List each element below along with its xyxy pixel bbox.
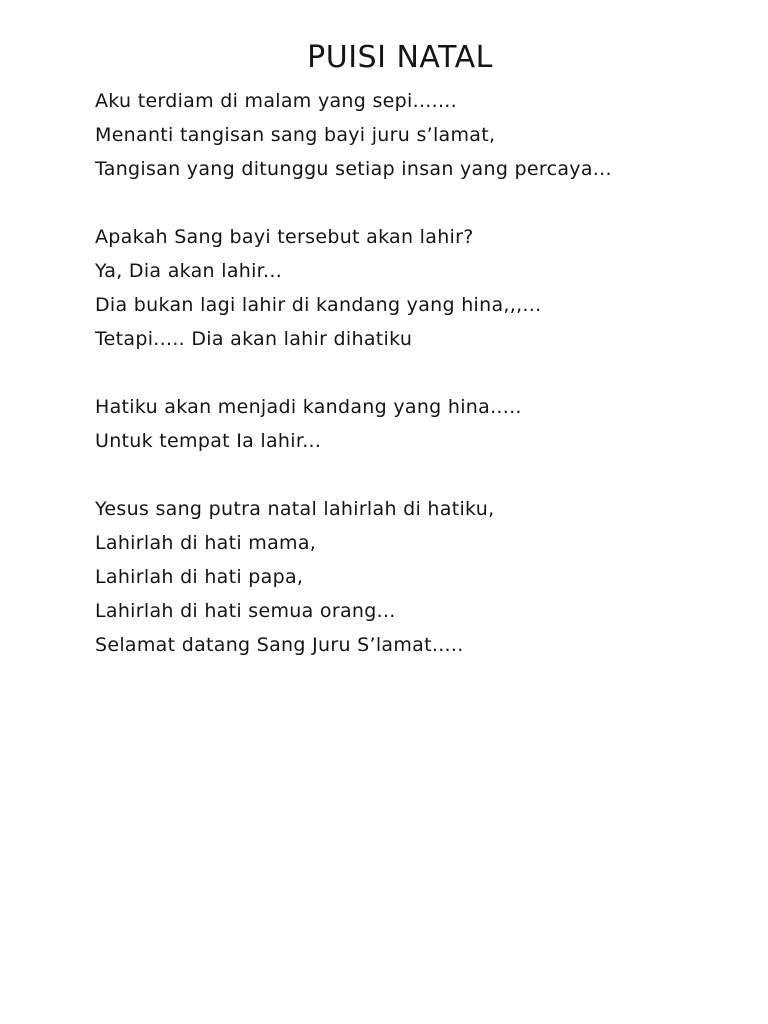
poem-line: Lahirlah di hati mama, [95, 532, 317, 554]
poem-line: Lahirlah di hati semua orang... [95, 600, 396, 622]
poem-line: Lahirlah di hati papa, [95, 566, 304, 588]
page-title: PUISI NATAL [307, 40, 493, 75]
poem-line: Yesus sang putra natal lahirlah di hatiku, [95, 498, 495, 520]
poem-line: Aku terdiam di malam yang sepi....... [95, 90, 457, 112]
stanza [95, 220, 705, 356]
poem-line: Ya, Dia akan lahir... [95, 260, 283, 282]
poem-line: Menanti tangisan sang bayi juru s’lamat, [95, 124, 496, 146]
poem-line: Apakah Sang bayi tersebut akan lahir? [95, 226, 474, 248]
poem-line: Tangisan yang ditunggu setiap insan yang percaya... [95, 158, 612, 180]
poem-line: Tetapi..... Dia akan lahir dihatiku [95, 328, 413, 350]
stanza [95, 492, 705, 662]
poem-line: Dia bukan lagi lahir di kandang yang hina,,,... [95, 294, 542, 316]
stanza [95, 84, 705, 186]
poem-line: Untuk tempat Ia lahir... [95, 430, 322, 452]
poem-line: Hatiku akan menjadi kandang yang hina..... [95, 396, 522, 418]
poem-line: Selamat datang Sang Juru S’lamat..... [95, 634, 464, 656]
stanza [95, 390, 705, 458]
